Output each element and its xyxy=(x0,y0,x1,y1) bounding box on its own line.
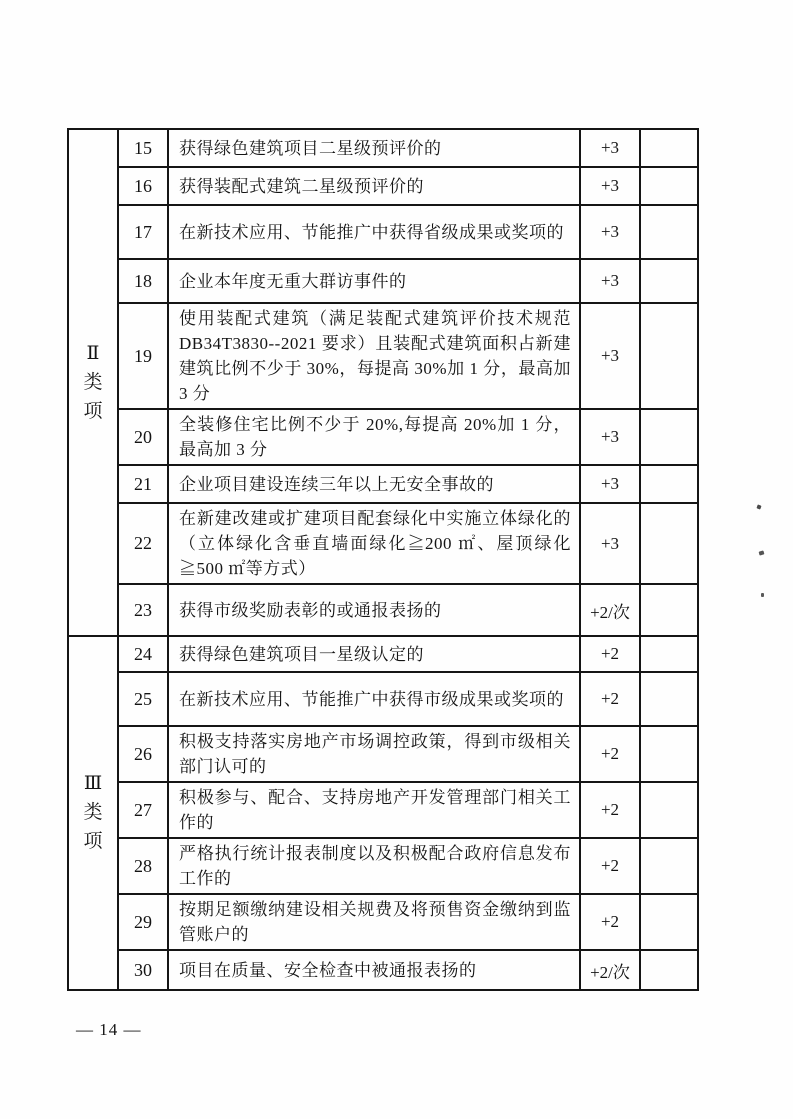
row-remark-blank xyxy=(641,673,697,725)
row-number: 30 xyxy=(119,951,169,989)
table-row xyxy=(119,893,697,949)
group-block-category-3 xyxy=(69,635,697,989)
row-description: 获得绿色建筑项目二星级预评价的 xyxy=(179,138,442,158)
row-score: +2 xyxy=(581,783,641,837)
table-row xyxy=(119,166,697,204)
row-score: +2/次 xyxy=(581,951,641,989)
row-description-cell xyxy=(169,466,581,502)
row-remark-blank xyxy=(641,839,697,893)
row-remark-blank xyxy=(641,895,697,949)
row-description: 获得绿色建筑项目一星级认定的 xyxy=(179,644,424,664)
row-description-cell xyxy=(169,783,581,837)
group-label-category-3 xyxy=(69,637,119,989)
row-number: 24 xyxy=(119,637,169,671)
table-row xyxy=(119,130,697,166)
group-label-category-2 xyxy=(69,130,119,635)
group-label-char: 项 xyxy=(83,831,103,852)
group-label-char: 类 xyxy=(83,802,103,823)
row-remark-blank xyxy=(641,951,697,989)
row-number: 18 xyxy=(119,260,169,302)
row-description: 在新技术应用、节能推广中获得市级成果或奖项的 xyxy=(179,689,564,709)
row-description: 积极支持落实房地产市场调控政策，得到市级相关部门认可的 xyxy=(179,732,571,776)
row-description-cell xyxy=(169,168,581,204)
row-remark-blank xyxy=(641,410,697,464)
row-number: 29 xyxy=(119,895,169,949)
row-score: +3 xyxy=(581,168,641,204)
row-score: +3 xyxy=(581,304,641,408)
row-description-cell xyxy=(169,839,581,893)
row-description-cell xyxy=(169,637,581,671)
row-remark-blank xyxy=(641,206,697,258)
row-score: +3 xyxy=(581,260,641,302)
row-description-cell xyxy=(169,895,581,949)
table-row xyxy=(119,637,697,671)
row-number: 15 xyxy=(119,130,169,166)
group-label-char: 项 xyxy=(83,400,103,422)
row-description: 获得市级奖励表彰的或通报表扬的 xyxy=(179,600,442,620)
group-label-char: 类 xyxy=(83,371,103,393)
row-number: 23 xyxy=(119,585,169,635)
table-row xyxy=(119,258,697,302)
row-score: +3 xyxy=(581,206,641,258)
row-description-cell xyxy=(169,585,581,635)
table-row xyxy=(119,583,697,635)
row-score: +2 xyxy=(581,637,641,671)
group-block-category-2 xyxy=(69,130,697,635)
row-description: 企业本年度无重大群访事件的 xyxy=(179,271,407,291)
table-row xyxy=(119,408,697,464)
row-remark-blank xyxy=(641,783,697,837)
row-score: +3 xyxy=(581,504,641,583)
row-remark-blank xyxy=(641,168,697,204)
row-description-cell xyxy=(169,673,581,725)
row-description: 全装修住宅比例不少于 20%,每提高 20%加 1 分，最高加 3 分 xyxy=(179,415,571,459)
group-rows xyxy=(119,637,697,989)
row-score: +2 xyxy=(581,673,641,725)
row-number: 21 xyxy=(119,466,169,502)
row-score: +3 xyxy=(581,410,641,464)
row-number: 28 xyxy=(119,839,169,893)
row-description-cell xyxy=(169,304,581,408)
row-score: +3 xyxy=(581,130,641,166)
row-remark-blank xyxy=(641,466,697,502)
table-row xyxy=(119,464,697,502)
table-row xyxy=(119,671,697,725)
row-description-cell xyxy=(169,727,581,781)
row-number: 19 xyxy=(119,304,169,408)
table-row xyxy=(119,781,697,837)
row-number: 16 xyxy=(119,168,169,204)
row-description-cell xyxy=(169,951,581,989)
row-description-cell xyxy=(169,504,581,583)
row-remark-blank xyxy=(641,727,697,781)
table-row xyxy=(119,725,697,781)
table-row xyxy=(119,949,697,989)
score-table xyxy=(67,128,699,991)
row-number: 17 xyxy=(119,206,169,258)
row-remark-blank xyxy=(641,637,697,671)
row-description-cell xyxy=(169,260,581,302)
table-row xyxy=(119,837,697,893)
row-description: 在新技术应用、节能推广中获得省级成果或奖项的 xyxy=(179,222,564,242)
row-description: 积极参与、配合、支持房地产开发管理部门相关工作的 xyxy=(179,788,571,832)
group-label-char: Ⅱ xyxy=(86,342,100,364)
scan-speck xyxy=(759,550,765,555)
row-remark-blank xyxy=(641,585,697,635)
row-score: +2 xyxy=(581,895,641,949)
row-description: 按期足额缴纳建设相关规费及将预售资金缴纳到监管账户的 xyxy=(179,900,571,944)
row-remark-blank xyxy=(641,504,697,583)
row-score: +2/次 xyxy=(581,585,641,635)
table-row xyxy=(119,302,697,408)
scan-speck xyxy=(756,504,761,509)
row-description-cell xyxy=(169,206,581,258)
page-number: — 14 — xyxy=(76,1020,142,1039)
row-remark-blank xyxy=(641,304,697,408)
row-number: 27 xyxy=(119,783,169,837)
group-rows xyxy=(119,130,697,635)
row-description: 项目在质量、安全检查中被通报表扬的 xyxy=(179,960,477,980)
row-description-cell xyxy=(169,130,581,166)
row-description: 在新建改建或扩建项目配套绿化中实施立体绿化的（立体绿化含垂直墙面绿化≧200 ㎡、屋顶绿化≧500 ㎡等方式） xyxy=(179,509,571,578)
row-remark-blank xyxy=(641,130,697,166)
table-row xyxy=(119,204,697,258)
row-number: 22 xyxy=(119,504,169,583)
row-description-cell xyxy=(169,410,581,464)
row-score: +3 xyxy=(581,466,641,502)
row-description: 获得装配式建筑二星级预评价的 xyxy=(179,176,424,196)
row-description: 企业项目建设连续三年以上无安全事故的 xyxy=(179,474,494,494)
row-description: 严格执行统计报表制度以及积极配合政府信息发布工作的 xyxy=(179,844,571,888)
row-description: 使用装配式建筑（满足装配式建筑评价技术规范 DB34T3830--2021 要求）且装配式建筑面积占新建建筑比例不少于 30%，每提高 30%加 1 分，最高加 3 分 xyxy=(179,309,571,403)
row-number: 25 xyxy=(119,673,169,725)
row-number: 20 xyxy=(119,410,169,464)
table-row xyxy=(119,502,697,583)
row-score: +2 xyxy=(581,839,641,893)
scan-speck xyxy=(761,593,764,597)
group-label-char: Ⅲ xyxy=(83,773,103,794)
row-number: 26 xyxy=(119,727,169,781)
row-score: +2 xyxy=(581,727,641,781)
row-remark-blank xyxy=(641,260,697,302)
